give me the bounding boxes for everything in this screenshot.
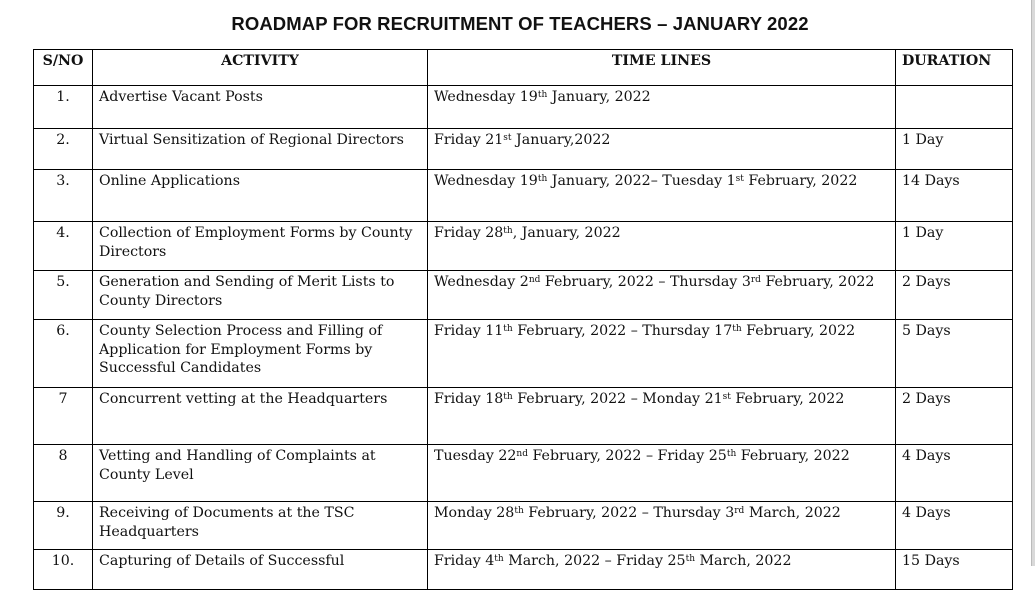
ordinal-suffix: th [503, 226, 513, 236]
table-row [34, 320, 1013, 388]
timeline-text: March, 2022 – Friday 25 [503, 553, 686, 569]
row-number: 3. [34, 170, 93, 222]
timeline-text: Wednesday 19 [434, 173, 538, 189]
duration-cell [896, 86, 1013, 129]
timeline-text: March, 2022 [744, 505, 841, 521]
timeline-text: Friday 11 [434, 323, 504, 339]
header-timelines: TIME LINES [428, 50, 896, 86]
row-number: 7 [34, 388, 93, 445]
header-sno: S/NO [34, 50, 93, 86]
row-number: 6. [34, 320, 93, 388]
timeline-text: Monday 28 [434, 505, 515, 521]
timeline-text: February, 2022 [743, 173, 858, 189]
ordinal-suffix: th [503, 392, 513, 402]
ordinal-suffix: st [735, 174, 744, 184]
duration-cell: 1 Day [896, 129, 1013, 170]
timeline-text: March, 2022 [695, 553, 792, 569]
timeline-cell [428, 222, 896, 271]
ordinal-suffix: nd [528, 275, 541, 285]
timeline-text: February, 2022 – Thursday 3 [540, 274, 751, 290]
ordinal-suffix: th [537, 174, 548, 184]
table-header-row [34, 50, 1013, 86]
ordinal-suffix: th [514, 506, 524, 516]
duration-cell: 4 Days [896, 445, 1013, 502]
ordinal-suffix: st [503, 133, 512, 143]
timeline-text: January, 2022– Tuesday 1 [547, 173, 736, 189]
table-row [34, 170, 1013, 222]
duration-cell: 1 Day [896, 222, 1013, 271]
timeline-text: , January, 2022 [512, 225, 621, 241]
page-edge [1031, 0, 1035, 566]
activity-cell: Collection of Employment Forms by County Directors [93, 222, 428, 271]
ordinal-suffix: th [685, 554, 695, 564]
duration-cell: 4 Days [896, 502, 1013, 550]
timeline-text: Friday 21 [434, 132, 504, 148]
timeline-cell [428, 129, 896, 170]
timeline-cell [428, 271, 896, 320]
table-row [34, 445, 1013, 502]
ordinal-suffix: th [494, 554, 504, 564]
ordinal-suffix: rd [734, 506, 745, 516]
activity-cell: Capturing of Details of Successful [93, 550, 428, 590]
row-number: 1. [34, 86, 93, 129]
timeline-text: February, 2022 – Thursday 17 [512, 323, 733, 339]
timeline-cell [428, 388, 896, 445]
row-number: 2. [34, 129, 93, 170]
activity-cell: County Selection Process and Filling of Application for Employment Forms by Successful Candidates [93, 320, 428, 388]
timeline-cell [428, 445, 896, 502]
ordinal-suffix: nd [516, 449, 528, 459]
table-row [34, 502, 1013, 550]
header-activity: ACTIVITY [93, 50, 428, 86]
activity-cell: Receiving of Documents at the TSC Headquarters [93, 502, 428, 550]
activity-cell: Vetting and Handling of Complaints at County Level [93, 445, 428, 502]
duration-cell: 15 Days [896, 550, 1013, 590]
timeline-text: February, 2022 – Monday 21 [512, 391, 723, 407]
duration-cell: 2 Days [896, 271, 1013, 320]
duration-cell: 5 Days [896, 320, 1013, 388]
activity-cell: Concurrent vetting at the Headquarters [93, 388, 428, 445]
timeline-cell [428, 86, 896, 129]
ordinal-suffix: th [732, 324, 742, 334]
timeline-text: Wednesday 2 [434, 274, 529, 290]
table-row [34, 271, 1013, 320]
ordinal-suffix: st [722, 392, 731, 402]
timeline-text: Tuesday 22 [434, 448, 517, 464]
timeline-text: February, 2022 – Friday 25 [527, 448, 727, 464]
ordinal-suffix: th [503, 324, 513, 334]
row-number: 8 [34, 445, 93, 502]
duration-cell: 2 Days [896, 388, 1013, 445]
timeline-text: February, 2022 [741, 323, 856, 339]
activity-cell: Generation and Sending of Merit Lists to County Directors [93, 271, 428, 320]
timeline-text: February, 2022 [730, 391, 845, 407]
ordinal-suffix: rd [750, 275, 761, 285]
row-number: 9. [34, 502, 93, 550]
activity-cell: Virtual Sensitization of Regional Directors [93, 129, 428, 170]
document-title: ROADMAP FOR RECRUITMENT OF TEACHERS – JANUARY 2022 [231, 13, 809, 34]
table-row [34, 222, 1013, 271]
activity-cell: Advertise Vacant Posts [93, 86, 428, 129]
timeline-text: January, 2022 [547, 89, 651, 105]
row-number: 10. [34, 550, 93, 590]
timeline-text: Friday 28 [434, 225, 504, 241]
timeline-cell [428, 170, 896, 222]
timeline-text: January,2022 [511, 132, 611, 148]
row-number: 5. [34, 271, 93, 320]
timeline-text: Friday 18 [434, 391, 504, 407]
ordinal-suffix: th [726, 449, 737, 459]
activity-cell: Online Applications [93, 170, 428, 222]
timeline-text: February, 2022 [736, 448, 850, 464]
timeline-cell [428, 320, 896, 388]
table-row [34, 86, 1013, 129]
ordinal-suffix: th [537, 90, 548, 100]
timeline-text: Wednesday 19 [434, 89, 538, 105]
timeline-cell [428, 550, 896, 590]
duration-cell: 14 Days [896, 170, 1013, 222]
timeline-text: February, 2022 [760, 274, 875, 290]
timeline-text: February, 2022 – Thursday 3 [523, 505, 735, 521]
table-row [34, 129, 1013, 170]
row-number: 4. [34, 222, 93, 271]
table-row [34, 388, 1013, 445]
roadmap-table [33, 49, 1013, 590]
header-duration: DURATION [896, 50, 1013, 86]
timeline-cell [428, 502, 896, 550]
table-row [34, 550, 1013, 590]
timeline-text: Friday 4 [434, 553, 495, 569]
